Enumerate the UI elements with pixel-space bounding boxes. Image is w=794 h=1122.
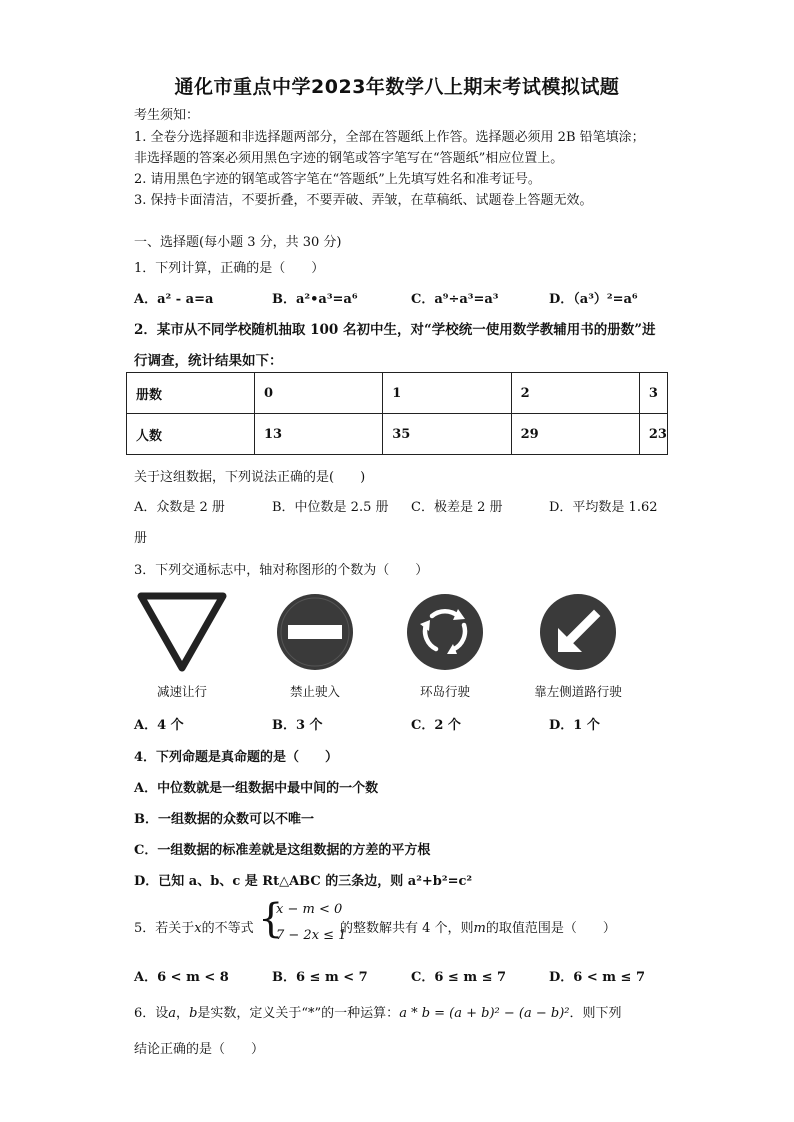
sign-roundabout (385, 592, 505, 700)
q5-option-c: C．6 ≤ m ≤ 7 (411, 970, 507, 985)
q4-stem: 4．下列命题是真命题的是（ ） (134, 750, 339, 765)
q5-option-d: D．6 < m ≤ 7 (549, 970, 646, 985)
sign-caption: 靠左侧道路行驶 (534, 684, 622, 699)
table-cell: 35 (383, 414, 511, 455)
q4-option-b: B．一组数据的众数可以不唯一 (134, 812, 314, 827)
table-cell: 人数 (127, 414, 255, 455)
q6-text: 6．设 (134, 1006, 169, 1021)
sign-caption: 环岛行驶 (419, 684, 470, 699)
q3-option-c: C．2 个 (411, 718, 461, 733)
q3-option-d: D．1 个 (549, 718, 600, 733)
table-row (127, 414, 668, 455)
notice-heading: 考生须知： (134, 108, 200, 123)
q5-option-a: A．6 < m < 8 (134, 970, 229, 985)
q4-option-a: A．中位数就是一组数据中最中间的一个数 (134, 781, 379, 796)
q4-option-c: C．一组数据的标准差就是这组数据的方差的平方根 (134, 843, 431, 858)
q5-inequality-1: x − m < 0 (276, 902, 343, 917)
q5-inequality-2: 7 − 2x ≤ 1 (276, 928, 347, 943)
sign-yield (122, 592, 242, 700)
section-heading: 一、选择题(每小题 3 分，共 30 分) (134, 235, 342, 250)
notice-line-4: 3. 保持卡面清洁，不要折叠，不要弄破、弄皱，在草稿纸、试题卷上答题无效。 (134, 193, 593, 208)
q2-option-d: D．平均数是 1.62 (549, 500, 658, 515)
q6-line1 (134, 1002, 622, 1021)
q6-var-a: a (168, 1006, 177, 1021)
sign-caption: 禁止驶入 (289, 684, 340, 699)
q2-question: 关于这组数据，下列说法正确的是( ) (134, 470, 366, 485)
q6-text: 是实数，定义关于“*”的一种运算： (197, 1006, 400, 1021)
q1-option-d: D．（a³）²=a⁶ (549, 292, 638, 307)
q5-var-m: m (473, 921, 486, 936)
q2-stem-line2: 行调查，统计结果如下： (134, 353, 283, 369)
q1-option-c: C．a⁹÷a³=a³ (411, 292, 499, 307)
table-cell: 13 (254, 414, 382, 455)
notice-line-1: 1. 全卷分选择题和非选择题两部分，全部在答题纸上作答。选择题必须用 2B 铅笔填涂； (134, 130, 645, 145)
sign-keep-left (518, 592, 638, 700)
q3-option-b: B．3 个 (272, 718, 323, 733)
notice-line-3: 2. 请用黑色字迹的钢笔或答字笔在“答题纸”上先填写姓名和准考证号。 (134, 172, 541, 187)
q1-stem: 1．下列计算，正确的是（ ） (134, 261, 325, 276)
table-row (127, 373, 668, 414)
q6-text: ．则下列 (569, 1006, 622, 1021)
q5-prefix: 5．若关于 (134, 921, 195, 936)
q1-option-b: B．a²•a³=a⁶ (272, 292, 358, 307)
q5-suffix1: 的整数解共有 4 个，则 (340, 921, 474, 936)
table-cell: 2 (511, 373, 639, 414)
q6-text: ， (176, 1006, 190, 1021)
yield-triangle-icon (137, 592, 227, 672)
table-cell: 3 (639, 373, 667, 414)
no-entry-icon (275, 592, 355, 672)
q2-option-d-wrap: 册 (134, 531, 148, 546)
table-cell: 29 (511, 414, 639, 455)
q5-middle: 的不等式 (201, 921, 254, 936)
q2-stem-line1: 2．某市从不同学校随机抽取 100 名初中生，对“学校统一使用数学教辅用书的册数”进 (134, 322, 656, 338)
q5-brace: { (258, 896, 284, 942)
q5-var-x: x (194, 921, 202, 936)
notice-line-2: 非选择题的答案必须用黑色字迹的钢笔或答字笔写在“答题纸”相应位置上。 (134, 151, 564, 166)
table-cell: 册数 (127, 373, 255, 414)
q5-option-b: B．6 ≤ m < 7 (272, 970, 368, 985)
page-title: 通化市重点中学2023年数学八上期末考试模拟试题 (174, 76, 620, 98)
q2-option-b: B．中位数是 2.5 册 (272, 500, 389, 515)
table-cell: 0 (254, 373, 382, 414)
survey-table (126, 372, 668, 455)
roundabout-icon (405, 592, 485, 672)
sign-no-entry (255, 592, 375, 700)
keep-left-icon (538, 592, 618, 672)
q3-stem: 3．下列交通标志中，轴对称图形的个数为（ ） (134, 563, 429, 578)
table-cell: 23 (639, 414, 667, 455)
q5-stem (134, 917, 254, 936)
q6-formula: a * b = (a + b)² − (a − b)² (399, 1006, 570, 1021)
q6-var-b: b (189, 1006, 198, 1021)
q6-line2: 结论正确的是（ ） (134, 1042, 265, 1057)
q5-suffix2: 的取值范围是（ ） (485, 921, 616, 936)
sign-caption: 减速让行 (156, 684, 207, 699)
q4-option-d: D．已知 a、b、c 是 Rt△ABC 的三条边，则 a²+b²=c² (134, 874, 473, 889)
table-cell: 1 (383, 373, 511, 414)
q5-suffix (340, 917, 616, 936)
q2-option-a: A．众数是 2 册 (134, 500, 225, 515)
q3-option-a: A．4 个 (134, 718, 184, 733)
q2-option-c: C．极差是 2 册 (411, 500, 503, 515)
q1-option-a: A．a² - a=a (134, 292, 214, 307)
